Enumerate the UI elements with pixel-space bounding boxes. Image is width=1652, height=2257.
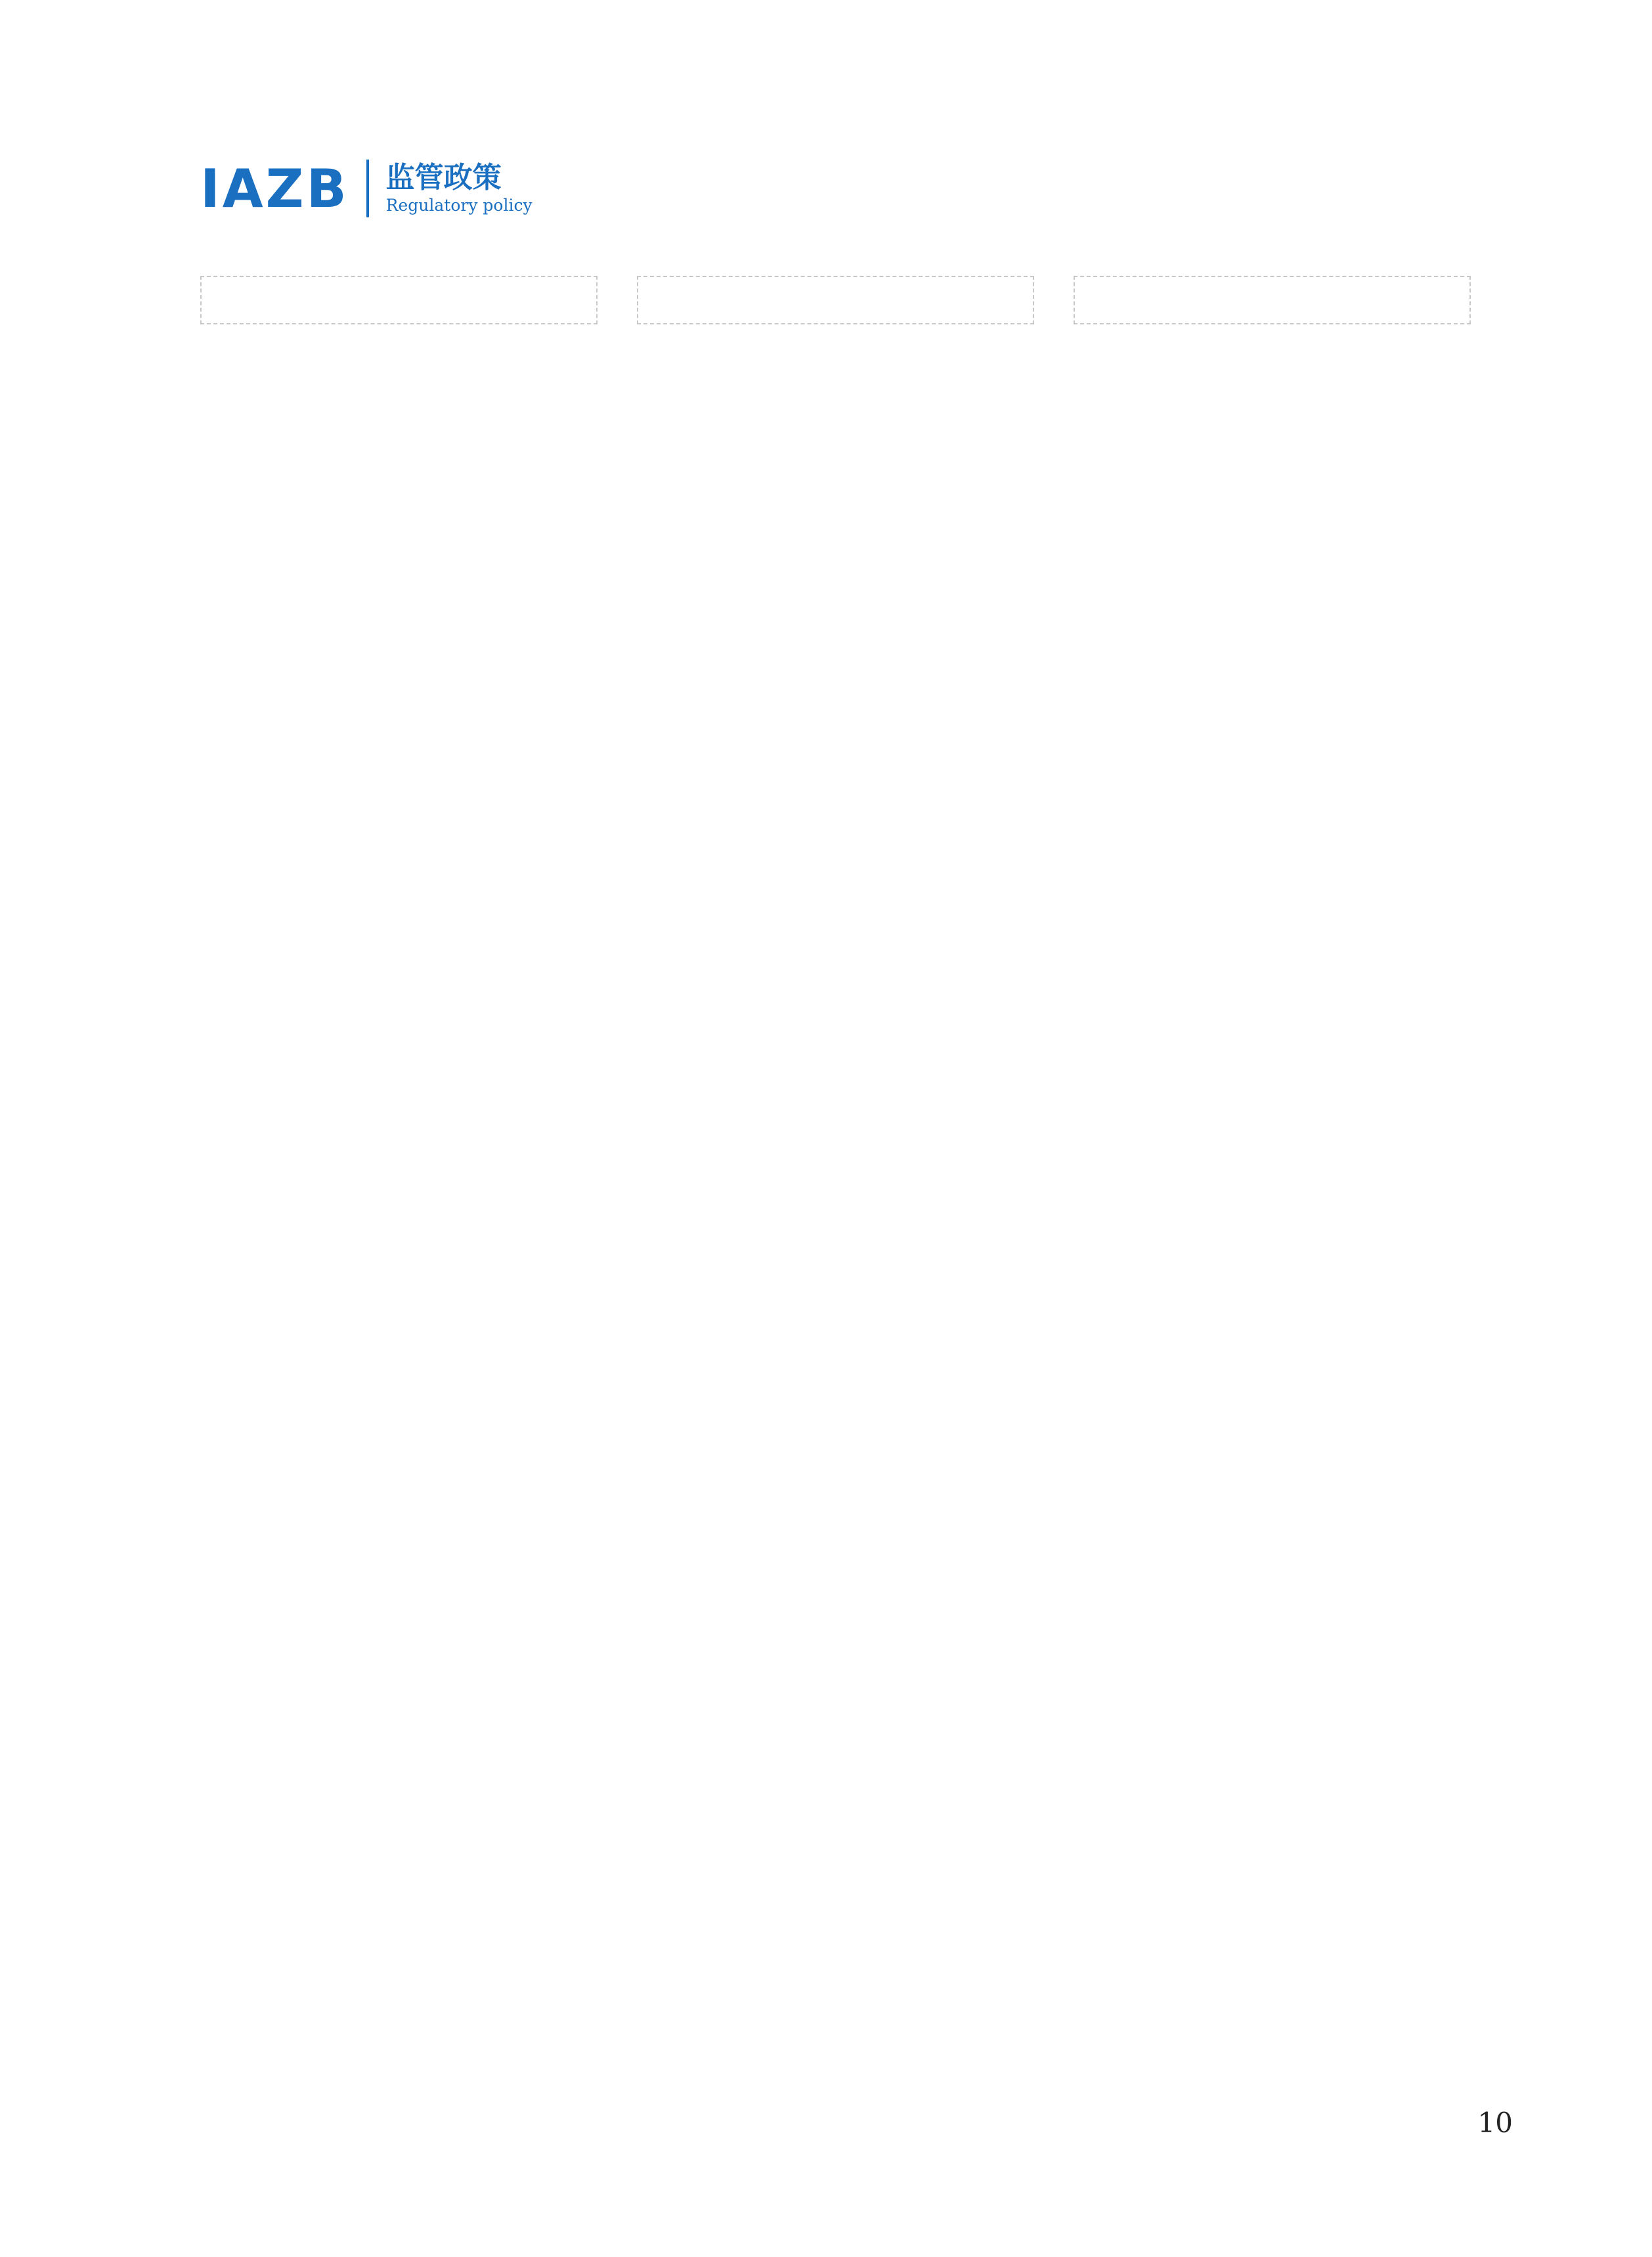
header-divider [366, 160, 369, 217]
paragraph-slot [200, 276, 598, 324]
column-1 [200, 276, 598, 1944]
section-title-en: Regulatory policy [385, 196, 533, 215]
iazb-logo: IAZB [200, 158, 349, 219]
page-header [200, 152, 533, 225]
paragraph-slot [637, 276, 1034, 324]
column-2 [637, 276, 1034, 1944]
column-3 [1074, 276, 1471, 1944]
paragraph-slot [1074, 276, 1471, 324]
section-title-cn: 监管政策 [385, 161, 502, 194]
body-columns [200, 276, 1471, 1944]
page-number: 10 [1477, 2107, 1513, 2139]
section-titles [386, 161, 533, 216]
